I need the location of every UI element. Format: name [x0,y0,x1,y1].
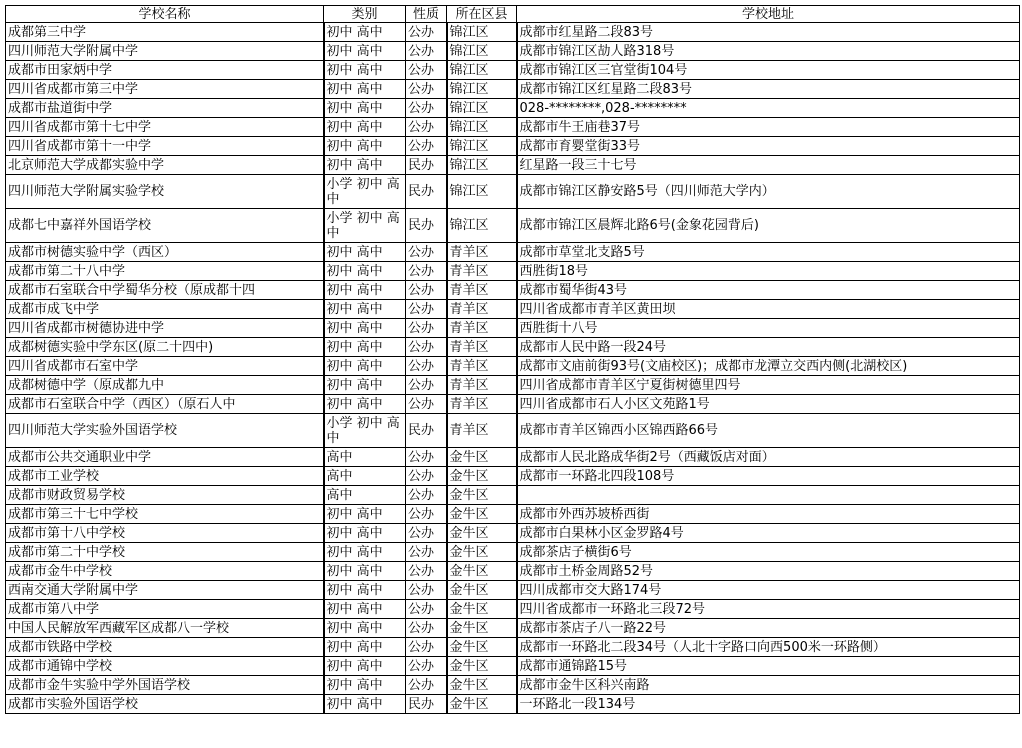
address-cell[interactable]: 四川省成都市一环路北三段72号 [517,600,1020,619]
nature-cell[interactable]: 公办 [406,619,447,638]
district-cell[interactable]: 青羊区 [447,262,517,281]
school-name-cell[interactable]: 成都市金牛中学校 [6,562,324,581]
school-name-cell[interactable]: 成都七中嘉祥外国语学校 [6,209,324,243]
school-name-cell[interactable]: 成都市工业学校 [6,467,324,486]
address-cell[interactable]: 成都市外西苏坡桥西街 [517,505,1020,524]
table-row [6,137,1020,156]
nature-cell[interactable]: 公办 [406,600,447,619]
nature-cell[interactable]: 公办 [406,524,447,543]
nature-cell[interactable]: 公办 [406,262,447,281]
table-row [6,695,1020,714]
category-cell[interactable]: 初中 高中 [324,562,406,581]
school-name-cell[interactable]: 成都市树德实验中学（西区） [6,243,324,262]
district-cell[interactable]: 金牛区 [447,581,517,600]
address-cell[interactable]: 成都市土桥金周路52号 [517,562,1020,581]
header-address[interactable]: 学校地址 [517,6,1020,23]
address-cell[interactable]: 四川成都市交大路174号 [517,581,1020,600]
district-cell[interactable]: 青羊区 [447,300,517,319]
district-cell[interactable]: 锦江区 [447,99,517,118]
address-cell[interactable]: 四川省成都市青羊区宁夏街树德里四号 [517,376,1020,395]
nature-cell[interactable]: 民办 [406,209,447,243]
district-cell[interactable]: 锦江区 [447,156,517,175]
school-name-cell[interactable]: 成都市盐道街中学 [6,99,324,118]
nature-cell[interactable]: 民办 [406,695,447,714]
nature-cell[interactable]: 公办 [406,80,447,99]
nature-cell[interactable]: 公办 [406,357,447,376]
district-cell[interactable]: 锦江区 [447,61,517,80]
school-name-cell[interactable]: 成都市通锦中学校 [6,657,324,676]
table-row [6,376,1020,395]
category-cell[interactable]: 初中 高中 [324,524,406,543]
category-cell[interactable]: 初中 高中 [324,338,406,357]
school-name-cell[interactable]: 成都市第十八中学校 [6,524,324,543]
nature-cell[interactable]: 公办 [406,376,447,395]
school-name-cell[interactable]: 四川师范大学实验外国语学校 [6,414,324,448]
category-cell[interactable]: 初中 高中 [324,581,406,600]
category-cell[interactable]: 高中 [324,467,406,486]
header-nature[interactable]: 性质 [406,6,447,23]
table-row [6,209,1020,243]
category-cell[interactable]: 初中 高中 [324,543,406,562]
table-row [6,281,1020,300]
district-cell[interactable]: 金牛区 [447,505,517,524]
address-cell[interactable] [517,486,1020,505]
nature-cell[interactable]: 公办 [406,486,447,505]
address-cell[interactable]: 一环路北一段134号 [517,695,1020,714]
nature-cell[interactable]: 公办 [406,543,447,562]
nature-cell[interactable]: 民办 [406,156,447,175]
school-name-cell[interactable]: 四川省成都市第十七中学 [6,118,324,137]
school-name-cell[interactable]: 四川师范大学附属实验学校 [6,175,324,209]
address-cell[interactable]: 成都市锦江区晨辉北路6号(金象花园背后) [517,209,1020,243]
category-cell[interactable]: 小学 初中 高中 [324,175,406,209]
nature-cell[interactable]: 民办 [406,414,447,448]
nature-cell[interactable]: 公办 [406,99,447,118]
category-cell[interactable]: 初中 高中 [324,619,406,638]
category-cell[interactable]: 初中 高中 [324,319,406,338]
district-cell[interactable]: 青羊区 [447,319,517,338]
nature-cell[interactable]: 公办 [406,638,447,657]
category-cell[interactable]: 初中 高中 [324,376,406,395]
school-name-cell[interactable]: 成都第三中学 [6,23,324,42]
school-name-cell[interactable]: 四川省成都市第三中学 [6,80,324,99]
address-cell[interactable]: 成都市育婴堂街33号 [517,137,1020,156]
address-cell[interactable]: 成都市金牛区科兴南路 [517,676,1020,695]
table-row [6,23,1020,42]
nature-cell[interactable]: 公办 [406,448,447,467]
category-cell[interactable]: 高中 [324,448,406,467]
district-cell[interactable]: 金牛区 [447,657,517,676]
address-cell[interactable]: 成都市通锦路15号 [517,657,1020,676]
school-name-cell[interactable]: 成都市第八中学 [6,600,324,619]
table-row [6,638,1020,657]
table-row [6,524,1020,543]
nature-cell[interactable]: 公办 [406,118,447,137]
table-row [6,243,1020,262]
nature-cell[interactable]: 公办 [406,338,447,357]
nature-cell[interactable]: 公办 [406,657,447,676]
school-name-cell[interactable]: 成都市第二十中学校 [6,543,324,562]
nature-cell[interactable]: 公办 [406,42,447,61]
school-name-cell[interactable]: 成都市石室联合中学蜀华分校（原成都十四 [6,281,324,300]
address-cell[interactable]: 成都茶店子横街6号 [517,543,1020,562]
district-cell[interactable]: 锦江区 [447,23,517,42]
school-name-cell[interactable]: 中国人民解放军西藏军区成都八一学校 [6,619,324,638]
district-cell[interactable]: 青羊区 [447,376,517,395]
table-row [6,414,1020,448]
nature-cell[interactable]: 公办 [406,137,447,156]
table-row [6,357,1020,376]
header-row [6,6,1020,23]
district-cell[interactable]: 锦江区 [447,80,517,99]
district-cell[interactable]: 锦江区 [447,137,517,156]
address-cell[interactable]: 成都市青羊区锦西小区锦西路66号 [517,414,1020,448]
school-name-cell[interactable]: 成都树德实验中学东区(原二十四中) [6,338,324,357]
school-name-cell[interactable]: 成都树德中学（原成都九中 [6,376,324,395]
address-cell[interactable]: 成都市锦江区劼人路318号 [517,42,1020,61]
table-row [6,543,1020,562]
table-row [6,395,1020,414]
table-row [6,175,1020,209]
category-cell[interactable]: 初中 高中 [324,42,406,61]
nature-cell[interactable]: 公办 [406,300,447,319]
district-cell[interactable]: 金牛区 [447,448,517,467]
address-cell[interactable]: 成都市茶店子八一路22号 [517,619,1020,638]
school-name-cell[interactable]: 成都市石室联合中学（西区）（原石人中 [6,395,324,414]
district-cell[interactable]: 锦江区 [447,42,517,61]
district-cell[interactable]: 锦江区 [447,118,517,137]
district-cell[interactable]: 青羊区 [447,357,517,376]
nature-cell[interactable]: 民办 [406,175,447,209]
table-row [6,505,1020,524]
address-cell[interactable]: 成都市锦江区三官堂街104号 [517,61,1020,80]
category-cell[interactable]: 初中 高中 [324,695,406,714]
table-row [6,467,1020,486]
address-cell[interactable]: 西胜街十八号 [517,319,1020,338]
category-cell[interactable]: 初中 高中 [324,23,406,42]
address-cell[interactable]: 成都市白果林小区金罗路4号 [517,524,1020,543]
category-cell[interactable]: 初中 高中 [324,657,406,676]
district-cell[interactable]: 金牛区 [447,695,517,714]
school-name-cell[interactable]: 成都市田家炳中学 [6,61,324,80]
address-cell[interactable]: 西胜街18号 [517,262,1020,281]
nature-cell[interactable]: 公办 [406,23,447,42]
category-cell[interactable]: 初中 高中 [324,281,406,300]
header-school-name[interactable]: 学校名称 [6,6,324,23]
table-row [6,61,1020,80]
nature-cell[interactable]: 公办 [406,676,447,695]
school-name-cell[interactable]: 成都市实验外国语学校 [6,695,324,714]
category-cell[interactable]: 初中 高中 [324,600,406,619]
nature-cell[interactable]: 公办 [406,281,447,300]
school-name-cell[interactable]: 成都市第三十七中学校 [6,505,324,524]
address-cell[interactable]: 成都市一环路北二段34号（人北十字路口向西500米一环路侧） [517,638,1020,657]
district-cell[interactable]: 金牛区 [447,562,517,581]
district-cell[interactable]: 锦江区 [447,175,517,209]
table-row [6,486,1020,505]
school-name-cell[interactable]: 四川师范大学附属中学 [6,42,324,61]
table-row [6,657,1020,676]
table-row [6,42,1020,61]
district-cell[interactable]: 青羊区 [447,395,517,414]
school-name-cell[interactable]: 四川省成都市第十一中学 [6,137,324,156]
table-row [6,118,1020,137]
category-cell[interactable]: 初中 高中 [324,99,406,118]
district-cell[interactable]: 金牛区 [447,676,517,695]
table-row [6,562,1020,581]
nature-cell[interactable]: 公办 [406,505,447,524]
header-district[interactable]: 所在区县 [447,6,517,23]
district-cell[interactable]: 金牛区 [447,638,517,657]
category-cell[interactable]: 初中 高中 [324,243,406,262]
table-row [6,619,1020,638]
nature-cell[interactable]: 公办 [406,319,447,338]
category-cell[interactable]: 初中 高中 [324,505,406,524]
category-cell[interactable]: 初中 高中 [324,118,406,137]
table-row [6,581,1020,600]
address-cell[interactable]: 成都市红星路二段83号 [517,23,1020,42]
table-row [6,262,1020,281]
district-cell[interactable]: 青羊区 [447,281,517,300]
table-row [6,448,1020,467]
table-row [6,319,1020,338]
district-cell[interactable]: 青羊区 [447,338,517,357]
address-cell[interactable]: 成都市文庙前街93号(文庙校区)；成都市龙潭立交西内侧(北湖校区) [517,357,1020,376]
table-row [6,600,1020,619]
table-row [6,99,1020,118]
category-cell[interactable]: 小学 初中 高中 [324,414,406,448]
category-cell[interactable]: 高中 [324,486,406,505]
header-category[interactable]: 类别 [324,6,406,23]
school-name-cell[interactable]: 北京师范大学成都实验中学 [6,156,324,175]
address-cell[interactable]: 红星路一段三十七号 [517,156,1020,175]
table-row [6,676,1020,695]
table-row [6,80,1020,99]
nature-cell[interactable]: 公办 [406,395,447,414]
district-cell[interactable]: 金牛区 [447,486,517,505]
school-name-cell[interactable]: 成都市铁路中学校 [6,638,324,657]
table-row [6,300,1020,319]
address-cell[interactable]: 成都市一环路北四段108号 [517,467,1020,486]
school-name-cell[interactable]: 四川省成都市树德协进中学 [6,319,324,338]
address-cell[interactable]: 成都市人民中路一段24号 [517,338,1020,357]
category-cell[interactable]: 初中 高中 [324,676,406,695]
district-cell[interactable]: 青羊区 [447,243,517,262]
school-name-cell[interactable]: 西南交通大学附属中学 [6,581,324,600]
school-name-cell[interactable]: 成都市公共交通职业中学 [6,448,324,467]
address-cell[interactable]: 成都市人民北路成华街2号（西藏饭店对面） [517,448,1020,467]
category-cell[interactable]: 初中 高中 [324,137,406,156]
district-cell[interactable]: 青羊区 [447,414,517,448]
address-cell[interactable]: 成都市锦江区红星路二段83号 [517,80,1020,99]
table-row [6,338,1020,357]
district-cell[interactable]: 金牛区 [447,619,517,638]
district-cell[interactable]: 锦江区 [447,209,517,243]
school-name-cell[interactable]: 成都市成飞中学 [6,300,324,319]
school-name-cell[interactable]: 成都市第二十八中学 [6,262,324,281]
nature-cell[interactable]: 公办 [406,581,447,600]
address-cell[interactable]: 成都市蜀华街43号 [517,281,1020,300]
category-cell[interactable]: 初中 高中 [324,80,406,99]
address-cell[interactable]: 成都市草堂北支路5号 [517,243,1020,262]
school-name-cell[interactable]: 成都市金牛实验中学外国语学校 [6,676,324,695]
category-cell[interactable]: 初中 高中 [324,300,406,319]
nature-cell[interactable]: 公办 [406,562,447,581]
school-name-cell[interactable]: 成都市财政贸易学校 [6,486,324,505]
school-name-cell[interactable]: 四川省成都市石室中学 [6,357,324,376]
nature-cell[interactable]: 公办 [406,243,447,262]
address-cell[interactable]: 成都市牛王庙巷37号 [517,118,1020,137]
school-table [5,5,1020,714]
category-cell[interactable]: 初中 高中 [324,357,406,376]
district-cell[interactable]: 金牛区 [447,543,517,562]
address-cell[interactable]: 四川省成都市青羊区黄田坝 [517,300,1020,319]
category-cell[interactable]: 初中 高中 [324,395,406,414]
address-cell[interactable]: 028-********,028-******** [517,99,1020,118]
address-cell[interactable]: 成都市锦江区静安路5号（四川师范大学内） [517,175,1020,209]
category-cell[interactable]: 小学 初中 高中 [324,209,406,243]
category-cell[interactable]: 初中 高中 [324,638,406,657]
district-cell[interactable]: 金牛区 [447,467,517,486]
category-cell[interactable]: 初中 高中 [324,156,406,175]
address-cell[interactable]: 四川省成都市石人小区文苑路1号 [517,395,1020,414]
category-cell[interactable]: 初中 高中 [324,262,406,281]
district-cell[interactable]: 金牛区 [447,600,517,619]
nature-cell[interactable]: 公办 [406,467,447,486]
table-row [6,156,1020,175]
nature-cell[interactable]: 公办 [406,61,447,80]
district-cell[interactable]: 金牛区 [447,524,517,543]
category-cell[interactable]: 初中 高中 [324,61,406,80]
